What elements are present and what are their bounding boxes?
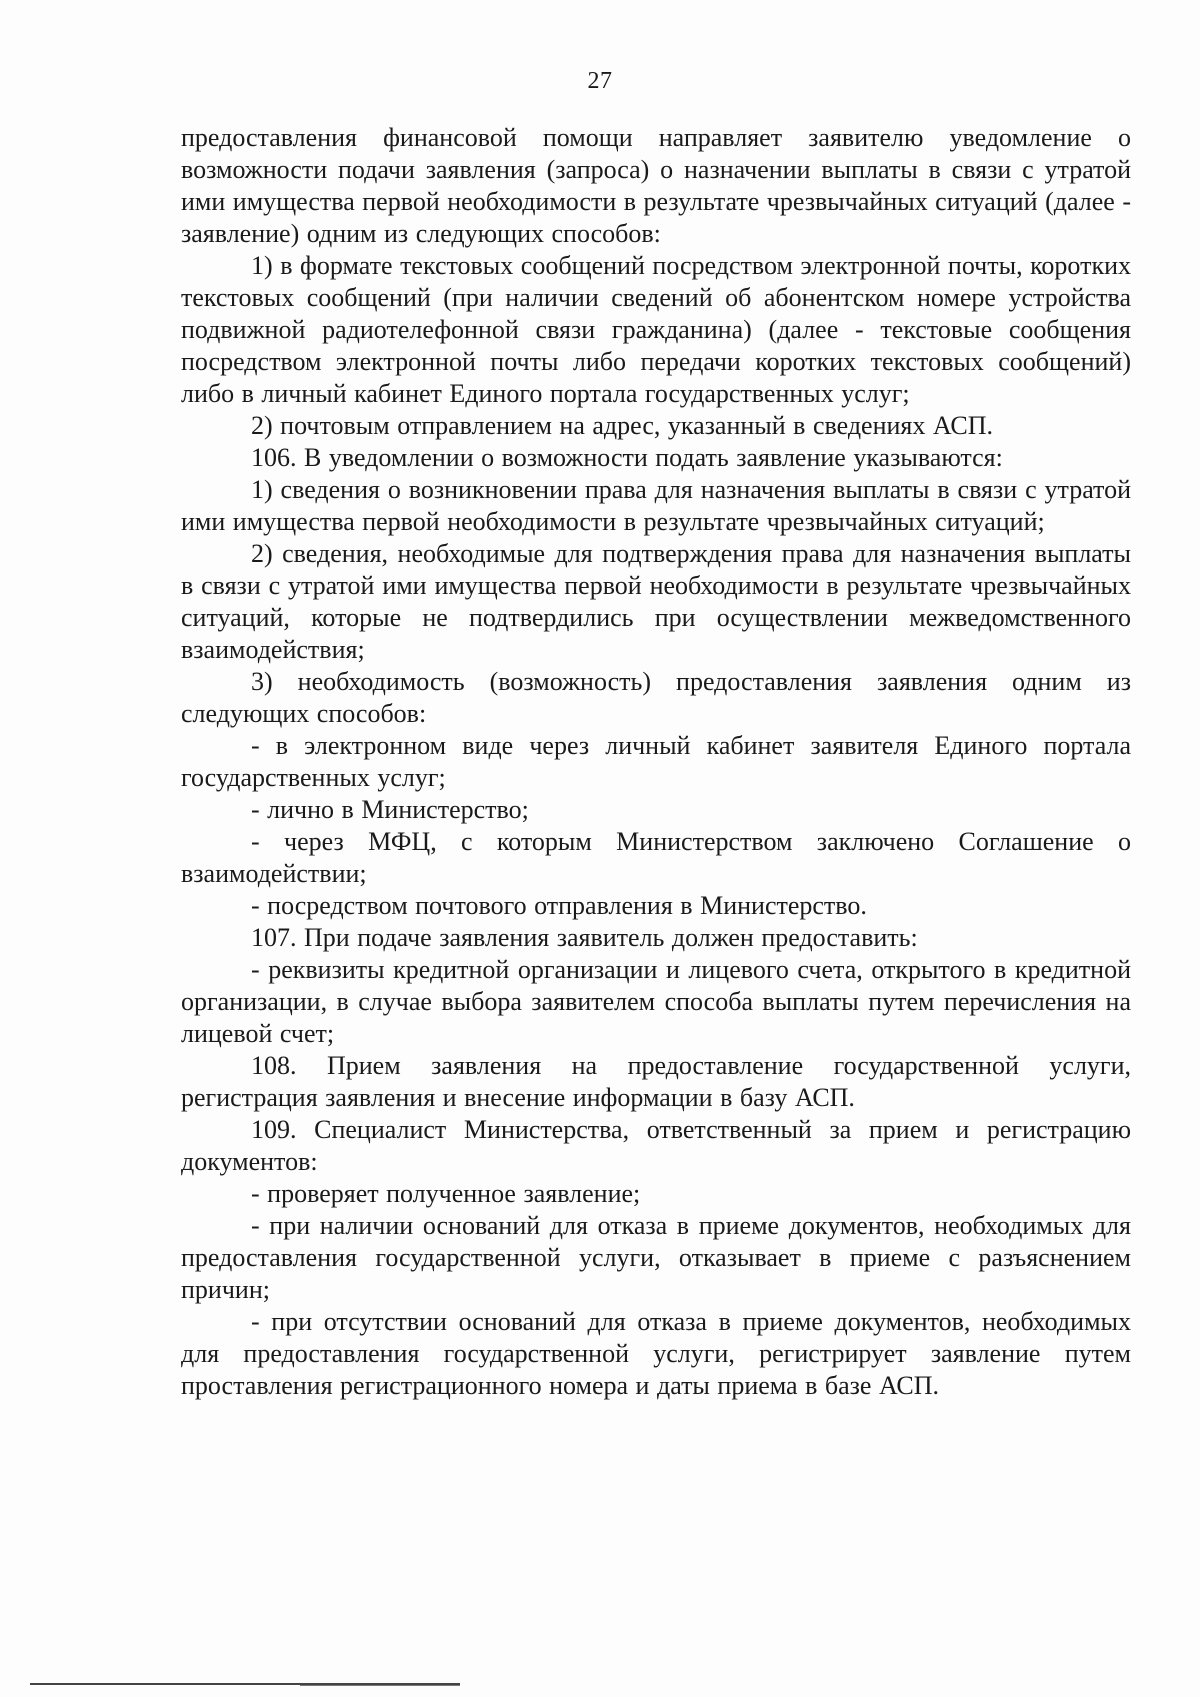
paragraph: 3) необходимость (возможность) предоставления заявления одним из следующих способов:: [181, 667, 1131, 728]
list-item: - при отсутствии оснований для отказа в приеме документов, необходимых для предоставления государственной услуги, регистрирует заявление путем проставления регистрационного номера и даты приема в базе АСП.: [181, 1307, 1131, 1400]
list-item: - проверяет полученное заявление;: [251, 1179, 641, 1208]
list-item: - через МФЦ, с которым Министерством заключено Соглашение о взаимодействии;: [181, 827, 1131, 888]
paragraph: предоставления финансовой помощи направляет заявителю уведомление о возможности подачи заявления (запроса) о назначении выплаты в связи с утратой ими имущества первой необходимости в результате чрезвычайных ситуаций (далее - заявление) одним из следующих способов:: [181, 123, 1131, 248]
list-item: - при наличии оснований для отказа в приеме документов, необходимых для предоставления государственной услуги, отказывает в приеме с разъяснением причин;: [181, 1211, 1131, 1304]
list-item: - лично в Министерство;: [251, 795, 529, 824]
paragraph: 1) сведения о возникновении права для назначения выплаты в связи с утратой ими имущества первой необходимости в результате чрезвычайных ситуаций;: [181, 475, 1131, 536]
paragraph: 106. В уведомлении о возможности подать заявление указываются:: [251, 443, 1003, 472]
paragraph: 108. Прием заявления на предоставление государственной услуги, регистрация заявления и внесение информации в базу АСП.: [181, 1051, 1131, 1112]
list-item: - посредством почтового отправления в Министерство.: [251, 891, 867, 920]
paragraph: 107. При подаче заявления заявитель должен предоставить:: [251, 923, 918, 952]
list-item: - в электронном виде через личный кабинет заявителя Единого портала государственных услуг;: [181, 731, 1131, 792]
paragraph: 2) сведения, необходимые для подтверждения права для назначения выплаты в связи с утратой ими имущества первой необходимости в результате чрезвычайных ситуаций, которые не подтвердились при осуществлении межведомственного взаимодействия;: [181, 539, 1131, 664]
paragraph: 109. Специалист Министерства, ответственный за прием и регистрацию документов:: [181, 1115, 1131, 1176]
page-number: 27: [587, 68, 613, 94]
document-body: [181, 122, 1131, 1402]
scan-edge-line: [300, 1685, 460, 1686]
paragraph: 1) в формате текстовых сообщений посредством электронной почты, коротких текстовых сообщений (при наличии сведений об абонентском номере устройства подвижной радиотелефонной связи гражданина) (далее - текстовые сообщения посредством электронной почты либо передачи коротких текстовых сообщений) либо в личный кабинет Единого портала государственных услуг;: [181, 251, 1131, 408]
list-item: - реквизиты кредитной организации и лицевого счета, открытого в кредитной организации, в случае выбора заявителем способа выплаты путем перечисления на лицевой счет;: [181, 955, 1131, 1048]
paragraph: 2) почтовым отправлением на адрес, указанный в сведениях АСП.: [251, 411, 993, 440]
